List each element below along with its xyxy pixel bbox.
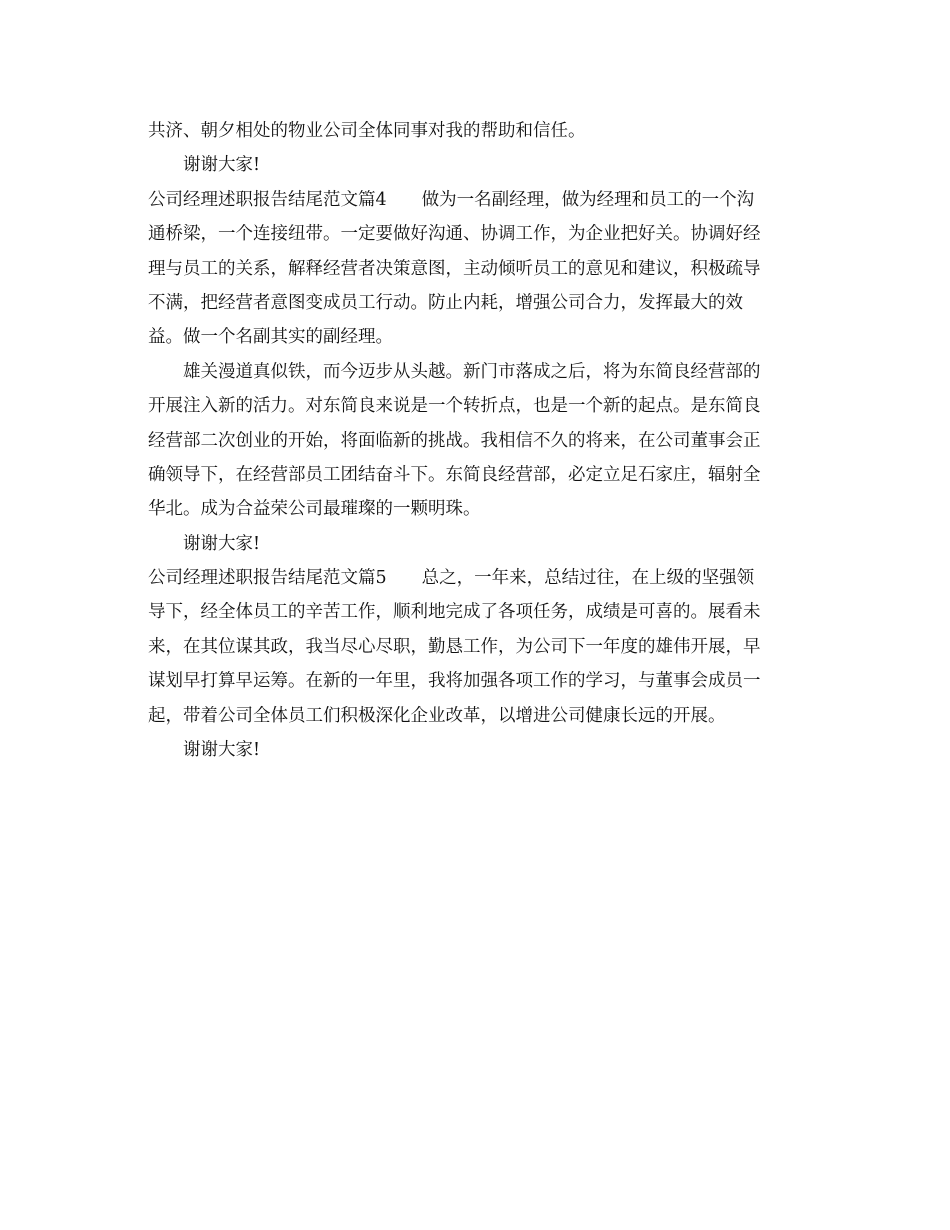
text-line: 不满，把经营者意图变成员工行动。防止内耗，增强公司合力，发挥最大的效	[148, 292, 743, 313]
text-line: 华北。成为合益荣公司最璀璨的一颗明珠。	[148, 499, 481, 520]
text-line: 通桥梁，一个连接纽带。一定要做好沟通、协调工作，为企业把好关。协调好经	[148, 224, 761, 245]
text-line: 起，带着公司全体员工们积极深化企业改革，以增进公司健康长远的开展。	[148, 705, 726, 726]
text-line: 谋划早打算早运筹。在新的一年里，我将加强各项工作的学习，与董事会成员一	[148, 671, 761, 692]
text-line: 开展注入新的活力。对东简良来说是一个转折点，也是一个新的起点。是东简良	[148, 396, 761, 417]
text-line: 谢谢大家!	[148, 740, 261, 761]
text-line: 益。做一个名副其实的副经理。	[148, 327, 393, 348]
text-line: 雄关漫道真似铁，而今迈步从头越。新门市落成之后，将为东简良经营部的	[148, 361, 761, 382]
text-line: 确领导下，在经营部员工团结奋斗下。东简良经营部，必定立足石家庄，辐射全	[148, 464, 761, 485]
text-line: 经营部二次创业的开始，将面临新的挑战。我相信不久的将来，在公司董事会正	[148, 430, 761, 451]
text-line: 来，在其位谋其政，我当尽心尽职，勤恳工作，为公司下一年度的雄伟开展，早	[148, 636, 761, 657]
text-line: 理与员工的关系，解释经营者决策意图，主动倾听员工的意见和建议，积极疏导	[148, 258, 761, 279]
text-line: 公司经理述职报告结尾范文篇5 总之，一年来，总结过往，在上级的坚强领	[148, 568, 755, 589]
document-body	[148, 114, 800, 767]
text-line: 导下，经全体员工的辛苦工作，顺利地完成了各项任务，成绩是可喜的。展看未	[148, 602, 761, 623]
text-line: 谢谢大家!	[148, 533, 261, 554]
text-line: 公司经理述职报告结尾范文篇4 做为一名副经理，做为经理和员工的一个沟	[148, 189, 755, 210]
text-line: 共济、朝夕相处的物业公司全体同事对我的帮助和信任。	[148, 121, 586, 141]
text-line: 谢谢大家!	[148, 155, 261, 176]
